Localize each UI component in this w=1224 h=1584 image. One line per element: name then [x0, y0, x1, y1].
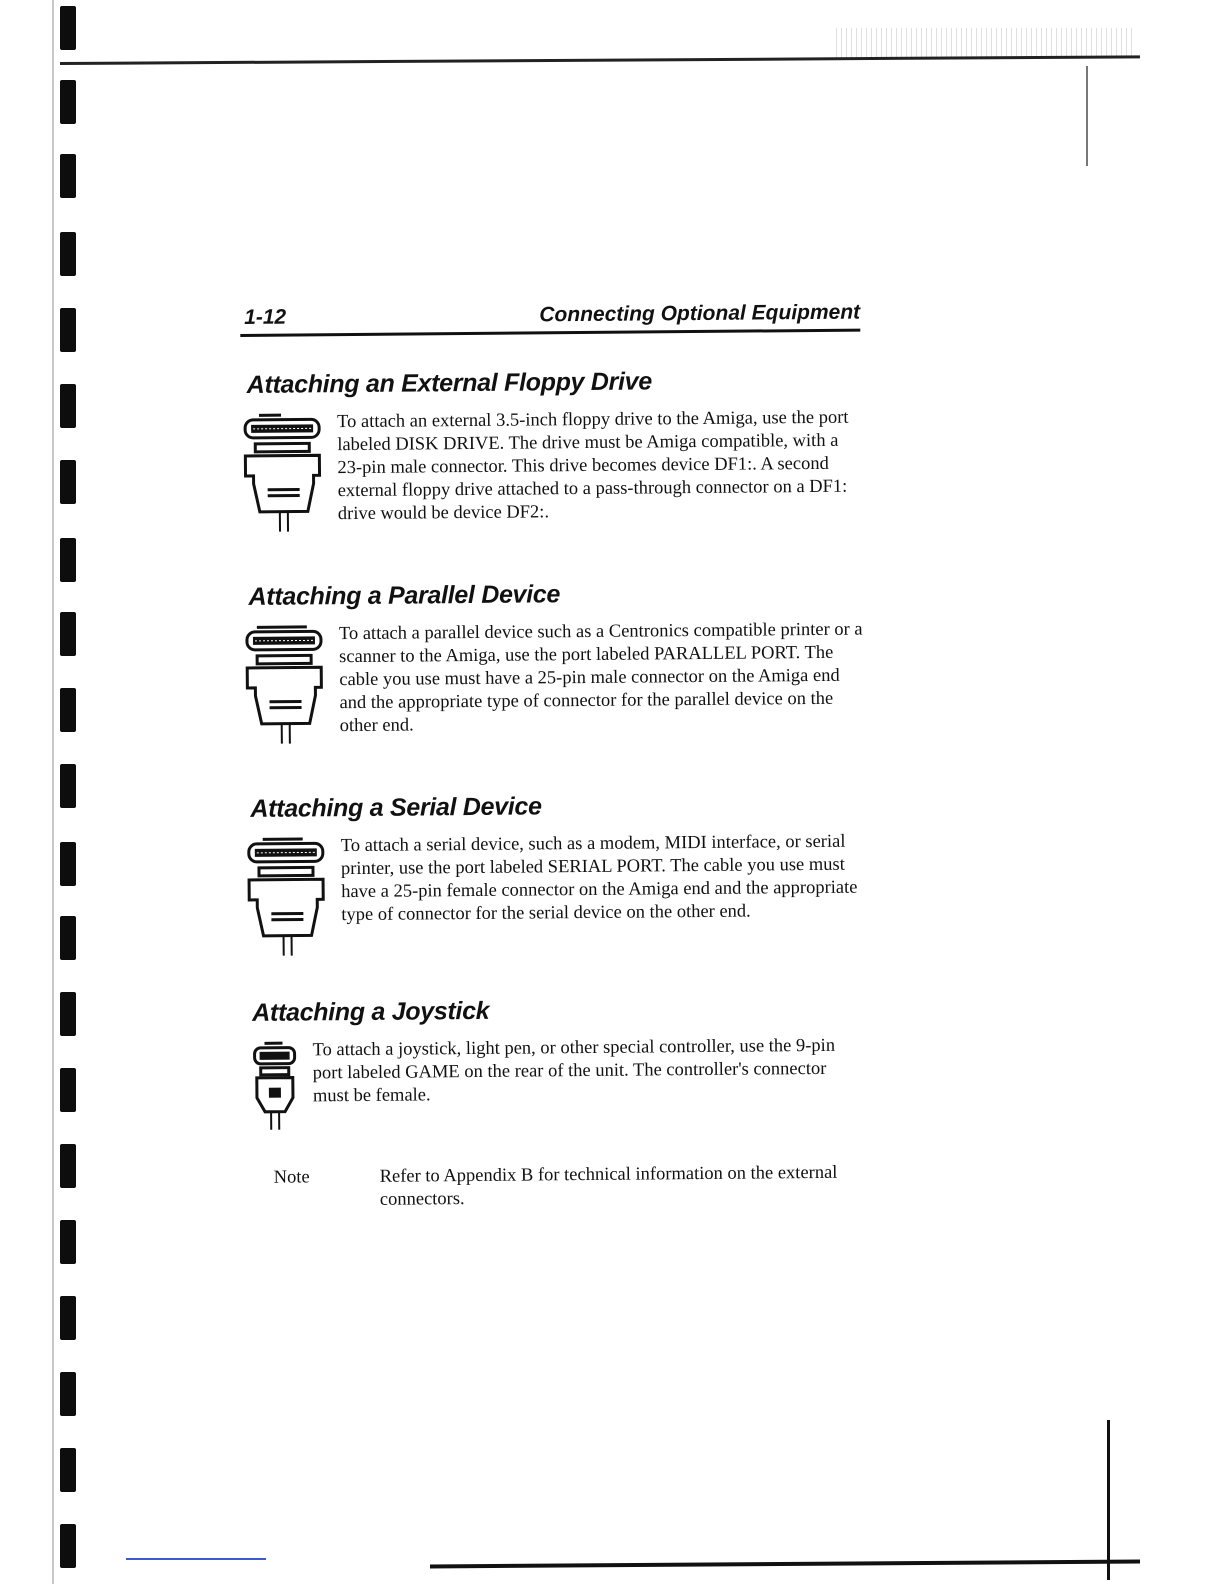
manual-page — [240, 295, 868, 1213]
binder-holes — [60, 0, 78, 1584]
binder-hole — [60, 764, 76, 808]
binder-hole — [60, 154, 76, 198]
section-heading: Attaching a Serial Device — [250, 792, 542, 823]
binder-hole — [60, 1296, 76, 1340]
running-header — [240, 295, 860, 337]
scan-binding-line — [52, 0, 54, 1584]
scan-bottom-edge — [430, 1560, 1140, 1569]
chapter-title: Connecting Optional Equipment — [539, 300, 861, 327]
binder-hole — [60, 992, 76, 1036]
binder-hole — [60, 384, 76, 428]
section-heading: Attaching an External Floppy Drive — [246, 367, 653, 399]
binder-hole — [60, 1220, 76, 1264]
scan-right-edge — [1086, 66, 1088, 166]
binder-hole — [60, 232, 76, 276]
note-block — [248, 1162, 868, 1213]
scan-bottom-mark — [126, 1558, 266, 1560]
section-serial-device — [244, 790, 865, 969]
section-heading: Attaching a Parallel Device — [248, 580, 561, 611]
binder-hole — [60, 1144, 76, 1188]
binder-hole — [60, 80, 76, 124]
section-body-text: To attach an external 3.5-inch floppy drive to the Amiga, use the port labeled DISK DRIVE. The drive must be Amiga compatible, with a 23-pin male connector. This drive becomes device DF1:. A second external floppy drive attached to a pass-through connector on a DF1: drive would be device DF2:. — [336, 407, 849, 525]
game-port-connector-icon — [246, 1039, 313, 1141]
binder-hole — [60, 612, 76, 656]
binder-hole — [60, 1068, 76, 1112]
binder-hole — [60, 6, 76, 50]
binder-hole — [60, 916, 76, 960]
note-text: Refer to Appendix B for technical information on the external connectors. — [379, 1162, 838, 1210]
section-body-text: To attach a joystick, light pen, or other special controller, use the 9-pin port labeled GAME on the rear of the unit. The controller's connector must be female. — [312, 1035, 836, 1107]
binder-hole — [60, 688, 76, 732]
page-number: 1-12 — [244, 305, 287, 329]
binder-hole — [60, 538, 76, 582]
section-body-text: To attach a serial device, such as a modem, MIDI interface, or serial printer, use the port labeled SERIAL PORT. The cable you use must have a 25-pin female connector on the Amiga end and the appropriate type of connector for the serial device on the other end. — [340, 831, 858, 926]
scan-top-edge — [60, 55, 1140, 65]
binder-hole — [60, 1524, 76, 1568]
scan-noise — [836, 28, 1136, 58]
binder-hole — [60, 460, 76, 504]
section-floppy-drive — [241, 366, 862, 545]
parallel-port-connector-icon — [243, 623, 340, 757]
serial-port-connector-icon — [245, 835, 342, 969]
binder-hole — [60, 1372, 76, 1416]
disk-drive-connector-icon — [241, 411, 338, 545]
binder-hole — [60, 1448, 76, 1492]
section-joystick — [246, 994, 867, 1141]
section-parallel-device — [242, 578, 863, 757]
section-heading: Attaching a Joystick — [252, 996, 490, 1027]
binder-hole — [60, 842, 76, 886]
scan-right-edge — [1107, 1420, 1110, 1580]
binder-hole — [60, 308, 76, 352]
note-label: Note — [273, 1167, 310, 1188]
section-body-text: To attach a parallel device such as a Centronics compatible printer or a scanner to the Amiga, use the port labeled PARALLEL PORT. The cable you use must have a 25-pin male connector on the Amiga end and the appropriate type of connector for the parallel device on the other end. — [338, 619, 863, 737]
